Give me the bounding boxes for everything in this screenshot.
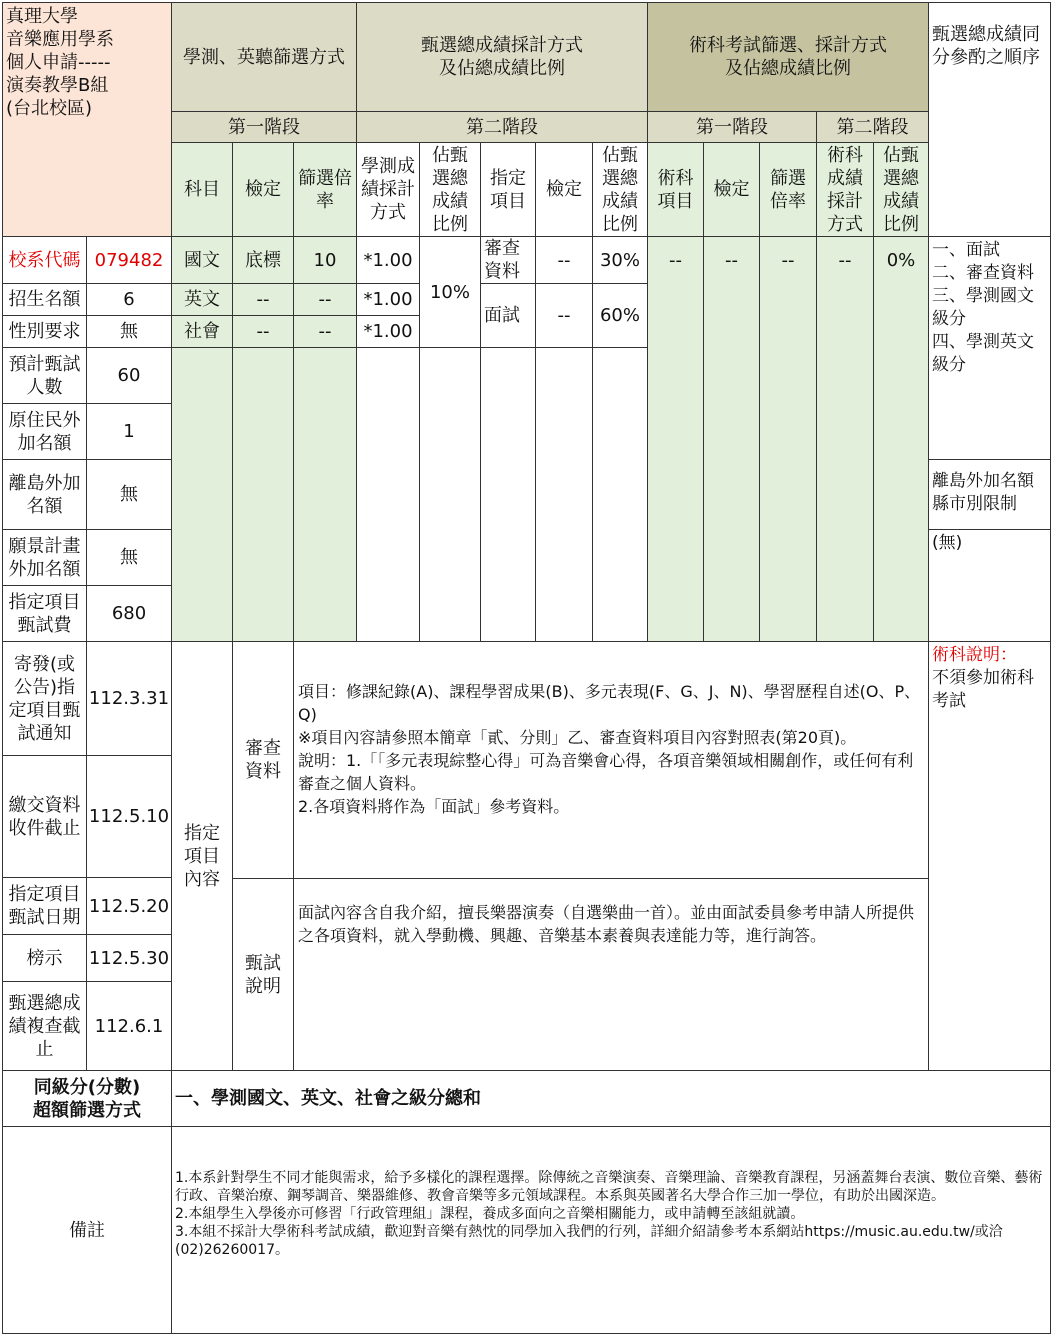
test-pct-cell: 10% [419, 236, 481, 348]
title-line: (台北校區) [6, 98, 93, 119]
code-label: 校系代碼 [2, 236, 87, 284]
col-art-ratio: 篩選 倍率 [759, 142, 817, 237]
date-value: 112.3.31 [86, 641, 172, 756]
date-value: 112.5.20 [86, 877, 172, 935]
code-value: 079482 [86, 236, 172, 284]
col-art-item: 術科 項目 [647, 142, 704, 237]
ratio-cell: -- [293, 315, 357, 348]
indigenous-value: 1 [86, 403, 172, 460]
review-line: 項目：修課紀錄(A)、課程學習成果(B)、多元表現(F、G、J、N)、學習歷程自述(O、P、Q) [298, 682, 921, 724]
date-label: 甄選總成 績複查截 止 [2, 981, 87, 1071]
art-calc-cell: -- [816, 236, 874, 642]
review-label: 審查 資料 [232, 641, 294, 879]
calc-cell: *1.00 [356, 283, 420, 316]
quota-label: 招生名額 [2, 283, 87, 316]
art-stage1-header: 第一階段 [647, 111, 817, 143]
col-art-calc: 術科 成績 採計 方式 [816, 142, 874, 237]
date-label: 寄發(或 公告)指 定項目甄 試通知 [2, 641, 87, 756]
stage2-check-cell: -- [535, 283, 593, 348]
stage2-pct-cell: 30% [592, 236, 648, 284]
date-value: 112.6.1 [86, 981, 172, 1071]
remarks-label: 備註 [2, 1126, 172, 1334]
calc-method-header: 甄選總成績採計方式 及佔總成績比例 [356, 2, 648, 112]
blank-cell [592, 347, 648, 642]
tie-value: 一、學測國文、英文、社會之級分總和 [171, 1070, 1051, 1127]
order-item: 三、學測國文級分 [932, 286, 1034, 329]
art-check-cell: -- [703, 236, 760, 642]
date-label: 指定項目 甄試日期 [2, 877, 87, 935]
subject-cell: 英文 [171, 283, 233, 316]
stage2-item-cell: 審查 資料 [480, 236, 536, 284]
col-check: 檢定 [232, 142, 294, 237]
art-method-header: 術科考試篩選、採計方式 及佔總成績比例 [647, 2, 929, 112]
check-cell: -- [232, 283, 294, 316]
stage2-header: 第二階段 [356, 111, 648, 143]
calc-cell: *1.00 [356, 236, 420, 284]
ratio-cell: 10 [293, 236, 357, 284]
title-line: 個人申請----- [6, 52, 111, 73]
stage2-item-cell: 面試 [480, 283, 536, 348]
blank-cell [419, 347, 481, 642]
check-cell: 底標 [232, 236, 294, 284]
blank-cell [356, 347, 420, 642]
col-subject: 科目 [171, 142, 233, 237]
col-pct2: 佔甄 選總 成績 比例 [592, 142, 648, 237]
col-art-pct: 佔甄 選總 成績 比例 [873, 142, 929, 237]
blank-cell [232, 347, 294, 642]
interview-label: 甄試 說明 [232, 878, 294, 1071]
col-check2: 檢定 [535, 142, 593, 237]
art-note-label: 術科說明： [932, 645, 1017, 665]
island-restrict-label: 離島外加名額 縣市別限制 [928, 459, 1051, 530]
blank-cell [535, 347, 593, 642]
review-line: 2.各項資料將作為「面試」參考資料。 [298, 797, 570, 816]
date-label: 繳交資料 收件截止 [2, 755, 87, 878]
island-restrict-value: (無) [928, 529, 1051, 642]
col-ratio: 篩選倍 率 [293, 142, 357, 237]
art-note: 術科說明： 不須參加術科 考試 [928, 641, 1051, 1071]
calc-cell: *1.00 [356, 315, 420, 348]
art-pct-cell: 0% [873, 236, 929, 642]
quota-value: 6 [86, 283, 172, 316]
date-label: 榜示 [2, 934, 87, 982]
stage2-check-cell: -- [535, 236, 593, 284]
blank-cell [293, 347, 357, 642]
blank-cell [480, 347, 536, 642]
gender-value: 無 [86, 315, 172, 348]
expected-label: 預計甄試 人數 [2, 347, 87, 404]
col-art-check: 檢定 [703, 142, 760, 237]
school-title-block [2, 2, 172, 237]
remark-line: 3.本組不採計大學術科考試成績，歡迎對音樂有熱忱的同學加入我們的行列，詳細介紹請參考本系網站https://music.au.edu.tw/或洽(02)26260017。 [175, 1224, 1003, 1258]
col-item: 指定 項目 [480, 142, 536, 237]
vision-value: 無 [86, 529, 172, 586]
col-pct: 佔甄 選總 成績 比例 [419, 142, 481, 237]
title-line: 演奏教學B組 [6, 75, 109, 96]
date-value: 112.5.10 [86, 755, 172, 878]
review-line: ※項目內容請參照本簡章「貳、分則」乙、審查資料項目內容對照表(第20頁)。 [298, 728, 857, 747]
ratio-cell: -- [293, 283, 357, 316]
order-item: 二、審查資料 [932, 263, 1034, 283]
review-text [293, 641, 929, 879]
art-ratio-cell: -- [759, 236, 817, 642]
order-item: 一、面試 [932, 240, 1000, 260]
art-stage2-header: 第二階段 [816, 111, 929, 143]
date-value: 112.5.30 [86, 934, 172, 982]
order-item: 四、學測英文級分 [932, 332, 1034, 375]
stage1-header: 第一階段 [171, 111, 357, 143]
gender-label: 性別要求 [2, 315, 87, 348]
remark-line: 2.本組學生入學後亦可修習「行政管理組」課程，養成多面向之音樂相關能力，或申請轉至該組就讀。 [175, 1206, 805, 1222]
art-item-cell: -- [647, 236, 704, 642]
vision-label: 願景計畫 外加名額 [2, 529, 87, 586]
col-calc: 學測成 績採計 方式 [356, 142, 420, 237]
expected-value: 60 [86, 347, 172, 404]
indigenous-label: 原住民外 加名額 [2, 403, 87, 460]
subject-cell: 國文 [171, 236, 233, 284]
island-label: 離島外加 名額 [2, 459, 87, 530]
designated-label: 指定 項目 內容 [171, 641, 233, 1071]
review-line: 說明：1.「「多元表現綜整心得」可為音樂會心得，各項音樂領域相關創作，或任何有利審查之個人資料。 [298, 751, 914, 793]
island-value: 無 [86, 459, 172, 530]
subject-cell: 社會 [171, 315, 233, 348]
tie-label: 同級分(分數) 超額篩選方式 [2, 1070, 172, 1127]
order-header: 甄選總成績同 分參酌之順序 [928, 2, 1051, 237]
fee-label: 指定項目 甄試費 [2, 585, 87, 642]
title-line: 音樂應用學系 [6, 29, 114, 50]
remarks-text [171, 1126, 1051, 1334]
order-list [928, 236, 1051, 460]
remark-line: 1.本系針對學生不同才能與需求，給予多樣化的課程選擇。除傳統之音樂演奏、音樂理論、音樂教育課程，另涵蓋舞台表演、數位音樂、藝術行政、音樂治療、鋼琴調音、樂器維修、教會音樂等多元領域課程。本系與英國著名大學合作三加一學位，有助於出國深造。 [175, 1170, 1043, 1204]
check-cell: -- [232, 315, 294, 348]
title-line: 真理大學 [6, 6, 78, 27]
stage2-pct-cell: 60% [592, 283, 648, 348]
fee-value: 680 [86, 585, 172, 642]
screen-method-header: 學測、英聽篩選方式 [171, 2, 357, 112]
interview-text: 面試內容含自我介紹，擅長樂器演奏（自選樂曲一首）。並由面試委員參考申請人所提供之各項資料，就入學動機、興趣、音樂基本素養與表達能力等，進行詢答。 [293, 878, 929, 1071]
blank-cell [171, 347, 233, 642]
